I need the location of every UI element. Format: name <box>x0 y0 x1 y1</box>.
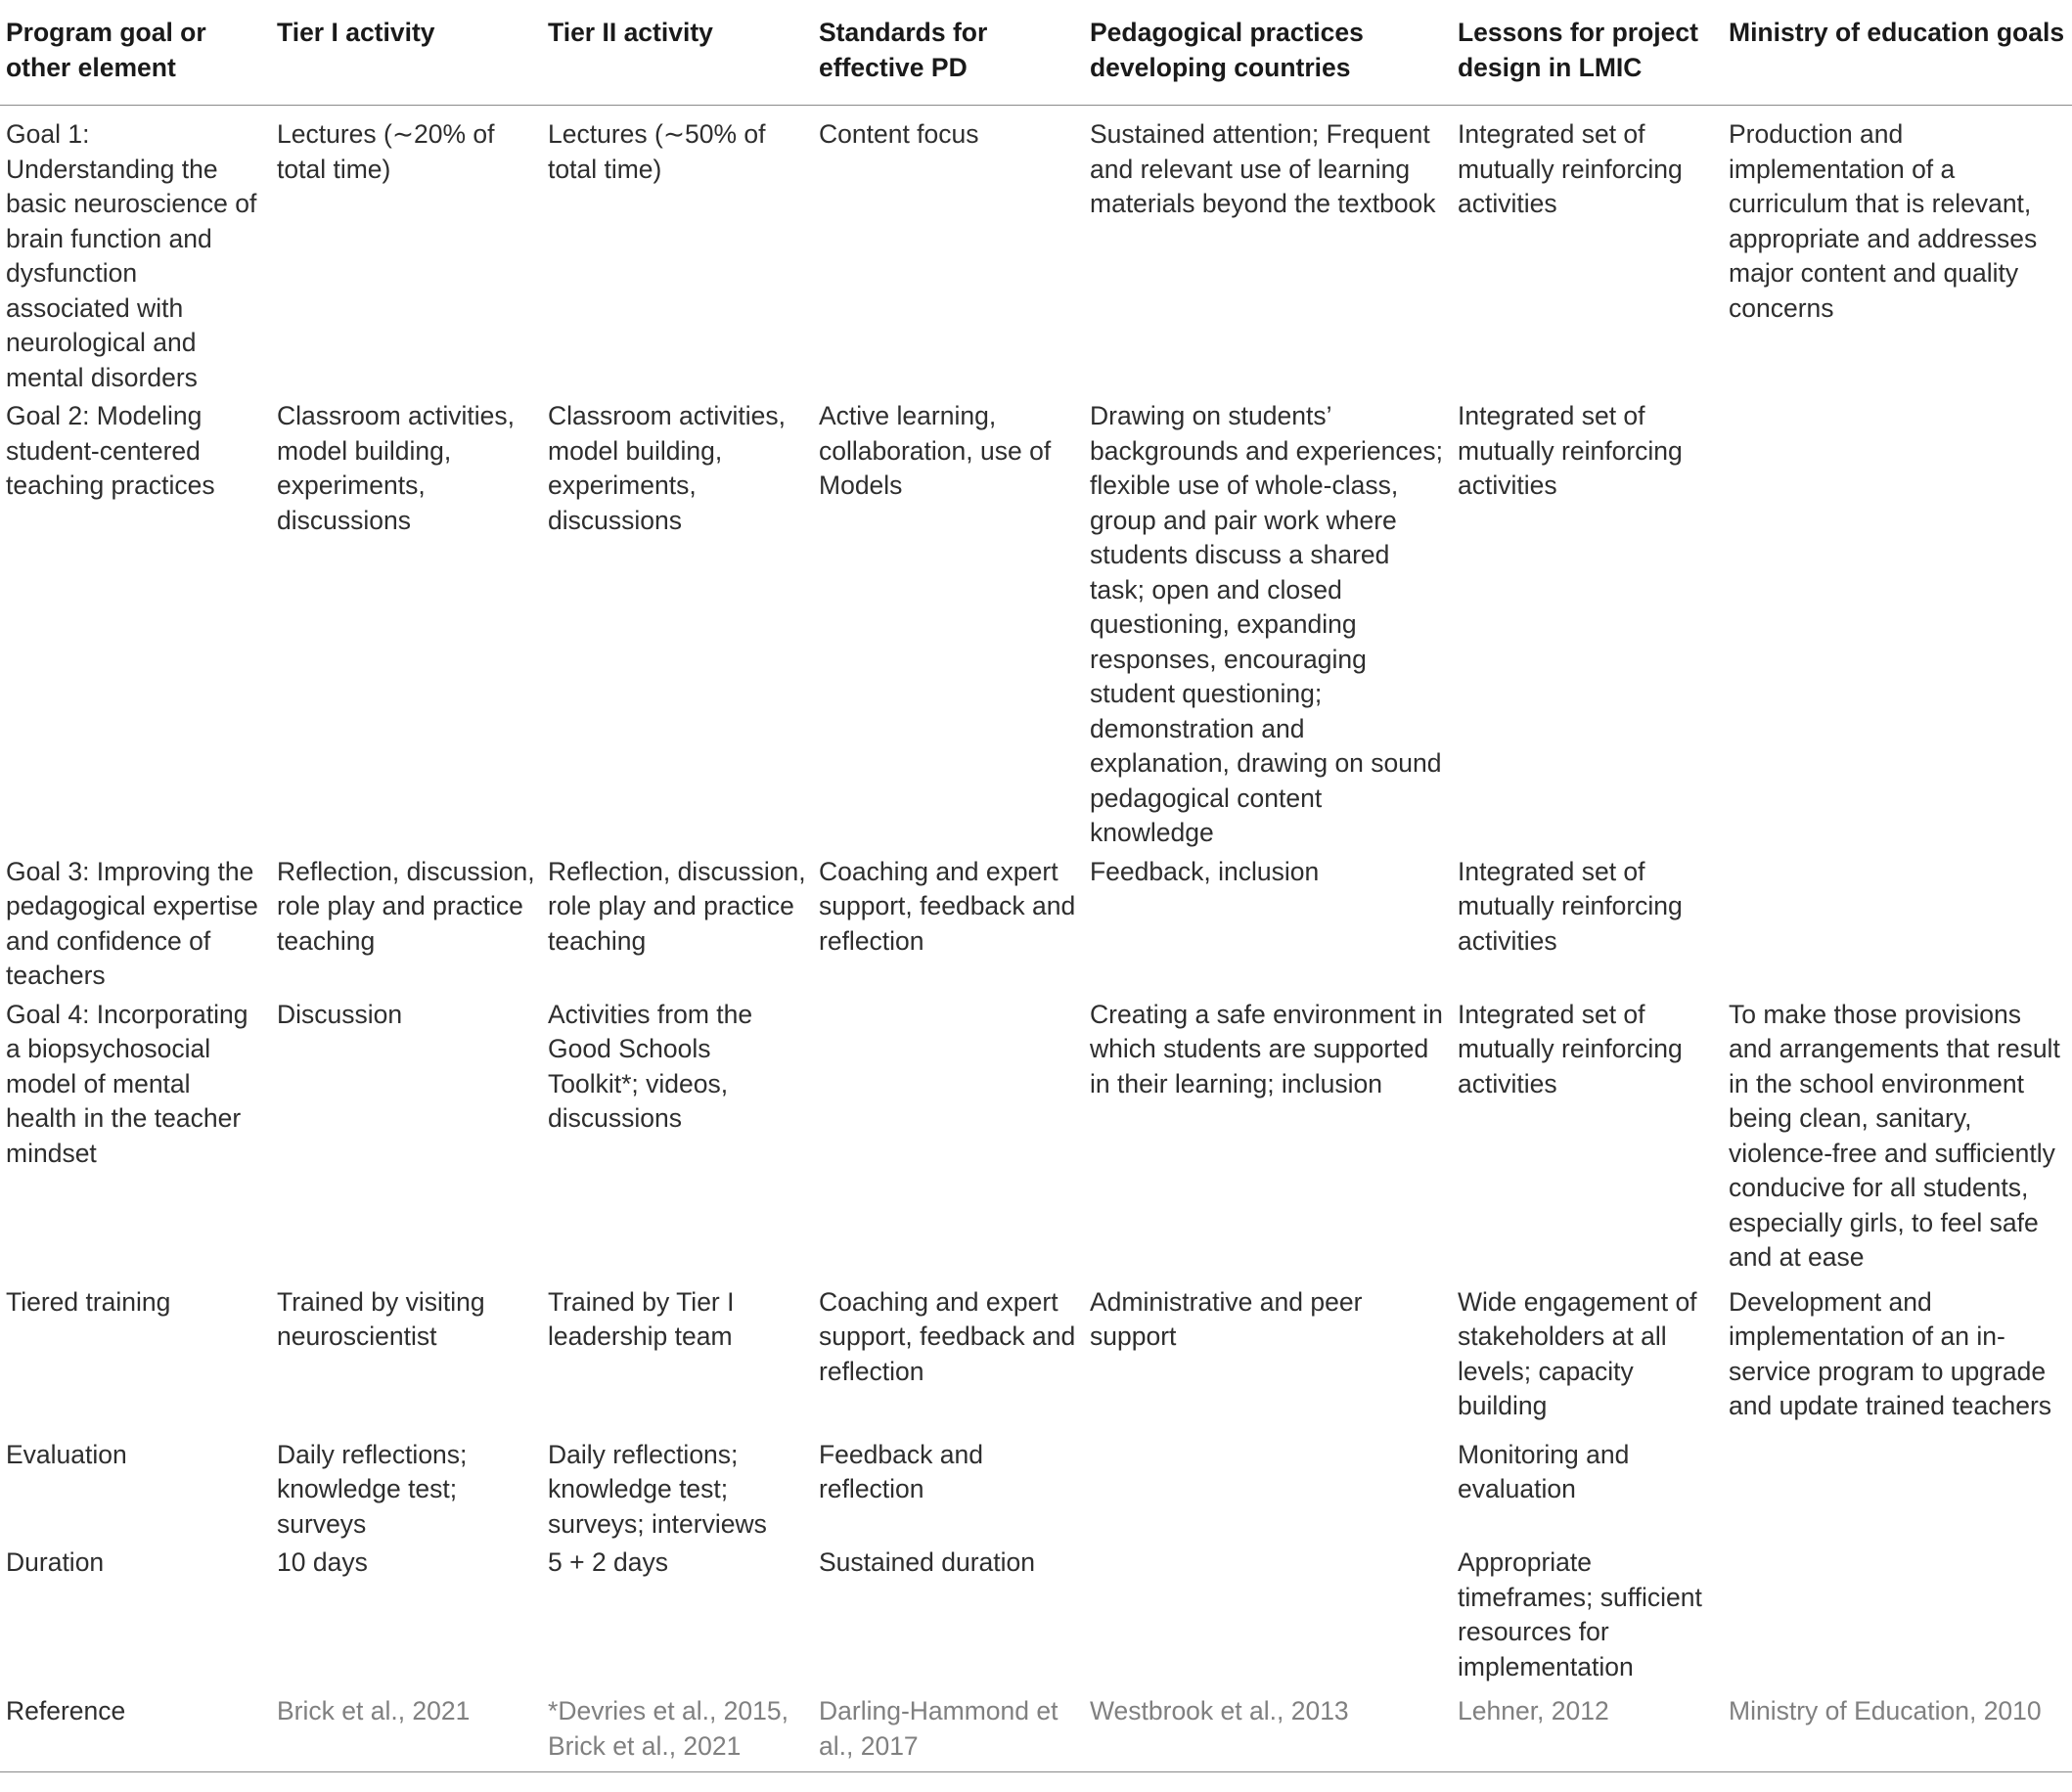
table-cell: Daily reflections; knowledge test; surveys <box>277 1439 468 1539</box>
table-cell: Duration <box>6 1547 105 1577</box>
reference-cell: Lehner, 2012 <box>1452 1694 1723 1772</box>
table-cell: Feedback and reflection <box>819 1439 983 1503</box>
table-cell: Classroom activities, model building, experiments, discussions <box>548 401 786 535</box>
table-cell: 10 days <box>277 1547 368 1577</box>
table-cell: Goal 2: Modeling student-centered teaching practices <box>6 401 215 500</box>
table-cell: Reflection, discussion, role play and practice teaching <box>548 856 806 956</box>
program-goals-table <box>0 6 2072 1772</box>
table-cell: Discussion <box>277 999 403 1029</box>
table-cell: Active learning, collaboration, use of Models <box>819 401 1052 500</box>
table-cell <box>813 998 1084 1285</box>
table-cell: Trained by visiting neuroscientist <box>277 1286 485 1351</box>
table-cell: Integrated set of mutually reinforcing activities <box>1458 119 1683 218</box>
table-cell <box>1723 399 2072 855</box>
table-cell: Creating a safe environment in which students are supported in their learning; inclusion <box>1090 999 1443 1098</box>
table-cell: Content focus <box>819 119 979 149</box>
header-lessons-lmic: Lessons for project design in LMIC <box>1452 6 1723 106</box>
table-row-goal-4 <box>0 998 2072 1285</box>
header-ministry-goals: Ministry of education goals <box>1723 6 2072 106</box>
header-tier-2: Tier II activity <box>542 6 813 106</box>
table-cell: Integrated set of mutually reinforcing activities <box>1458 401 1683 500</box>
table-cell <box>1084 1546 1452 1694</box>
table-cell: Lectures (∼50% of total time) <box>548 119 766 184</box>
table-cell: Lectures (∼20% of total time) <box>277 119 495 184</box>
header-pedagogical-practices: Pedagogical practices developing countries <box>1084 6 1452 106</box>
table-cell: Trained by Tier I leadership team <box>548 1286 735 1351</box>
table-cell: Sustained duration <box>819 1547 1035 1577</box>
table-cell: Production and implementation of a curriculum that is relevant, appropriate and addresses major content and quality concerns <box>1729 119 2038 323</box>
table-cell: Evaluation <box>6 1439 127 1469</box>
table-row-evaluation <box>0 1438 2072 1546</box>
table-cell: Monitoring and evaluation <box>1458 1439 1630 1503</box>
table-cell: Coaching and expert support, feedback and reflection <box>819 856 1076 956</box>
table-cell: Integrated set of mutually reinforcing activities <box>1458 856 1683 956</box>
table-cell: 5 + 2 days <box>548 1547 669 1577</box>
table-row-tiered-training <box>0 1285 2072 1438</box>
table-cell: Goal 1: Understanding the basic neuroscience of brain function and dysfunction associated with neurological and mental disorders <box>6 119 257 392</box>
table-cell: Feedback, inclusion <box>1090 856 1320 886</box>
table-cell: Wide engagement of stakeholders at all levels; capacity building <box>1458 1286 1697 1420</box>
table-row-goal-3 <box>0 855 2072 998</box>
reference-cell: Brick et al., 2021 <box>271 1694 542 1772</box>
table-cell: Goal 3: Improving the pedagogical expertise and confidence of teachers <box>6 856 258 990</box>
table-cell: Coaching and expert support, feedback and reflection <box>819 1286 1076 1386</box>
table-cell: Classroom activities, model building, experiments, discussions <box>277 401 515 535</box>
reference-cell: Ministry of Education, 2010 <box>1723 1694 2072 1772</box>
table-cell <box>1723 1438 2072 1546</box>
header-row <box>0 6 2072 106</box>
table-row-reference <box>0 1694 2072 1772</box>
reference-cell: Darling-Hammond et al., 2017 <box>813 1694 1084 1772</box>
table-cell <box>1723 855 2072 998</box>
table-cell: Appropriate timeframes; sufficient resources for implementation <box>1458 1547 1702 1681</box>
table-cell <box>1084 1438 1452 1546</box>
table-cell: Administrative and peer support <box>1090 1286 1363 1351</box>
table-cell <box>1723 1546 2072 1694</box>
table-cell: Reference <box>0 1694 271 1772</box>
reference-cell: Westbrook et al., 2013 <box>1084 1694 1452 1772</box>
table-cell: Sustained attention; Frequent and relevant use of learning materials beyond the textbook <box>1090 119 1436 218</box>
table-row-duration <box>0 1546 2072 1694</box>
table-cell: Reflection, discussion, role play and practice teaching <box>277 856 535 956</box>
table-cell: Daily reflections; knowledge test; surveys; interviews <box>548 1439 767 1539</box>
header-program-goal: Program goal or other element <box>0 6 271 106</box>
table-cell: To make those provisions and arrangements that result in the school environment being clean, sanitary, violence-free and sufficiently conducive for all students, especially girls, to feel safe and at ease <box>1729 999 2060 1272</box>
header-standards-pd: Standards for effective PD <box>813 6 1084 106</box>
table-cell: Development and implementation of an in-service program to upgrade and update trained teachers <box>1729 1286 2052 1420</box>
table-row-goal-2 <box>0 399 2072 855</box>
table-cell: Drawing on students’ backgrounds and experiences; flexible use of whole-class, group and pair work where students discuss a shared task; open and closed questioning, expanding responses, encouraging student questioning; demonstration and explanation, drawing on sound pedagogical content knowledge <box>1090 401 1443 847</box>
table-row-goal-1 <box>0 106 2072 400</box>
reference-cell: *Devries et al., 2015, Brick et al., 2021 <box>542 1694 813 1772</box>
table-cell: Integrated set of mutually reinforcing activities <box>1458 999 1683 1098</box>
header-tier-1: Tier I activity <box>271 6 542 106</box>
table-cell: Activities from the Good Schools Toolkit*; videos, discussions <box>548 999 753 1133</box>
table-cell: Goal 4: Incorporating a biopsychosocial model of mental health in the teacher mindset <box>6 999 248 1168</box>
table-cell: Tiered training <box>6 1286 171 1317</box>
